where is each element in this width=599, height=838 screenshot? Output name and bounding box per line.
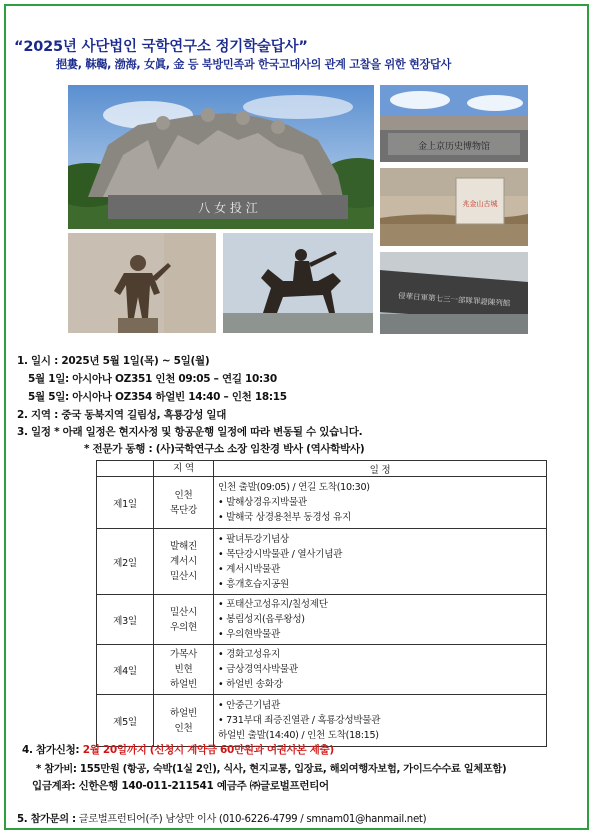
contact-text: 글로벌프런티어(주) 남상만 이사 (010-6226-4799 / smnam01@hanmail.net) bbox=[75, 814, 427, 825]
plan-line: • 발해국 상경용천부 동경성 유지 bbox=[218, 512, 351, 523]
date-line: 1. 일시 : 2025년 5월 1일(목) ~ 5일(월) bbox=[17, 355, 210, 367]
day-cell: 제4일 bbox=[97, 645, 154, 695]
region-line: 계서시 bbox=[170, 556, 197, 567]
document-subtitle: 挹婁, 靺鞨, 渤海, 女眞, 金 등 북방민족과 한국고대사의 관계 고찰을 위한 현장답사 bbox=[56, 58, 451, 71]
header-region: 지 역 bbox=[154, 461, 214, 477]
schedule-line: 3. 일정 * 아래 일정은 현지사정 및 항공운행 일정에 따라 변동될 수 있습니다. bbox=[17, 426, 363, 438]
plan-line: • 계서시박물관 bbox=[218, 563, 280, 575]
plan-line: • 팔녀투강기념상 bbox=[218, 533, 289, 545]
region-cell bbox=[154, 645, 214, 695]
region-line: 인천 bbox=[174, 722, 193, 734]
plan-cell bbox=[214, 529, 547, 595]
day-cell: 제5일 bbox=[97, 695, 154, 747]
schedule-table bbox=[96, 460, 547, 747]
region-cell bbox=[154, 595, 214, 645]
region-cell bbox=[154, 695, 214, 747]
region-line: 2. 지역 : 중국 동북지역 길림성, 흑룡강성 일대 bbox=[17, 409, 227, 421]
plan-line: • 봉림성지(읍루왕성) bbox=[218, 614, 305, 625]
memorial-photo bbox=[380, 252, 528, 334]
contact-line bbox=[17, 810, 426, 825]
museum-photo bbox=[380, 85, 528, 162]
plan-cell bbox=[214, 695, 547, 747]
plan-cell bbox=[214, 477, 547, 529]
table-row bbox=[97, 595, 547, 645]
day-cell: 제2일 bbox=[97, 529, 154, 595]
region-line: 발해진 bbox=[170, 541, 197, 552]
guide-line: * 전문가 동행 : (사)국학연구소 소장 임찬경 박사 (역사학박사) bbox=[84, 443, 365, 455]
document-title: “2025년 사단법인 국학연구소 정기학술답사” bbox=[14, 39, 308, 55]
plan-line: • 하얼빈 송화강 bbox=[218, 679, 283, 690]
day-cell: 제1일 bbox=[97, 477, 154, 529]
region-line: 가목사 bbox=[170, 649, 197, 660]
flight-out-line: 5월 1일: 아시아나 OZ351 인천 09:05 – 연길 10:30 bbox=[28, 373, 277, 385]
plan-cell bbox=[214, 645, 547, 695]
memorial-wall-text: 侵華日軍第七三一部隊罪證陳列館 bbox=[397, 291, 511, 308]
plan-cell bbox=[214, 595, 547, 645]
table-row bbox=[97, 477, 547, 529]
equestrian-photo bbox=[223, 233, 373, 333]
apply-label: 4. 참가신청: bbox=[22, 744, 83, 756]
region-line: 하얼빈 bbox=[170, 679, 197, 690]
day-cell: 제3일 bbox=[97, 595, 154, 645]
stele-photo bbox=[380, 168, 528, 246]
header-plan: 일 정 bbox=[214, 461, 547, 477]
plan-line: 인천 출발(09:05) / 연길 도착(10:30) bbox=[218, 482, 370, 493]
plan-line: • 흥개호습지공원 bbox=[218, 578, 289, 590]
plan-line: • 안중근기념관 bbox=[218, 700, 280, 711]
fee-line: * 참가비: 155만원 (항공, 숙박(1실 2인), 식사, 현지교통, 입장료, 해외여행자보험, 가이드수수료 일체포함) bbox=[36, 764, 507, 775]
plan-line: • 경화고성유지 bbox=[218, 649, 280, 660]
region-cell bbox=[154, 529, 214, 595]
account-line: 입금계좌: 신한은행 140-011-211541 예금주 ㈜글로벌프런티어 bbox=[32, 780, 329, 792]
region-line: 밀산시 bbox=[170, 606, 197, 618]
monument-photo bbox=[68, 85, 374, 229]
region-line: 밀산시 bbox=[170, 571, 197, 582]
table-row bbox=[97, 529, 547, 595]
statue-photo bbox=[68, 233, 216, 333]
table-row bbox=[97, 695, 547, 747]
plan-line: • 731부대 죄증진열관 / 흑룡강성박물관 bbox=[218, 715, 381, 726]
contact-label: 5. 참가문의 : bbox=[17, 814, 76, 825]
apply-deadline: 2월 20일까지 (신청시 계약금 60만원과 여권사본 제출) bbox=[82, 744, 334, 756]
flight-back-line: 5월 5일: 아시아나 OZ354 하얼빈 14:40 – 인천 18:15 bbox=[28, 391, 287, 403]
table-header-row bbox=[97, 461, 547, 477]
plan-line: 하얼빈 출발(14:40) / 인천 도착(18:15) bbox=[218, 730, 379, 741]
header-day bbox=[97, 461, 154, 477]
plan-line: • 우의현박물관 bbox=[218, 629, 280, 640]
stele-text: 兆金山古城 bbox=[462, 200, 498, 208]
region-line: 인천 bbox=[174, 489, 193, 501]
region-line: 목단강 bbox=[170, 504, 197, 516]
plan-line: • 포태산고성유지/칠성제단 bbox=[218, 599, 328, 610]
plan-line: • 금상경역사박물관 bbox=[218, 664, 298, 675]
region-cell bbox=[154, 477, 214, 529]
apply-line bbox=[22, 742, 334, 757]
region-line: 빈현 bbox=[174, 664, 193, 675]
museum-sign-text: 金上京历史博物馆 bbox=[417, 142, 491, 152]
region-line: 하얼빈 bbox=[170, 707, 197, 719]
table-row bbox=[97, 645, 547, 695]
plan-line: • 목단강시박물관 / 열사기념관 bbox=[218, 548, 343, 560]
region-line: 우의현 bbox=[170, 621, 197, 633]
plan-line: • 발해상경유지박물관 bbox=[218, 497, 307, 508]
monument-sign-text: 八 女 投 江 bbox=[198, 201, 258, 215]
